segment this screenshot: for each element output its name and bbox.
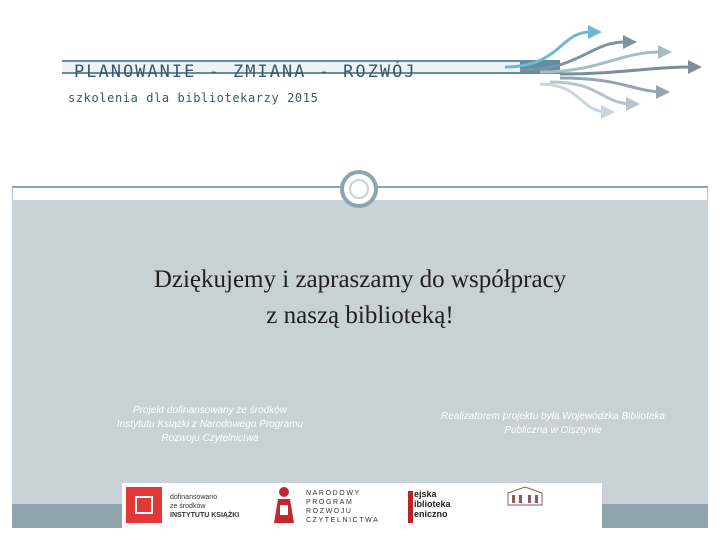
arrow-head-5	[656, 85, 670, 99]
arrow-head-7	[601, 105, 615, 119]
arrow-curve-7	[540, 84, 605, 112]
logo-bar	[122, 483, 602, 528]
thank-you-line-1: Dziękujemy i zapraszamy do współpracy	[153, 266, 567, 293]
arrow-head-4	[688, 60, 702, 74]
mbp-line: eniczno	[414, 509, 448, 519]
funding-note-line: Instytutu Książki z Narodowego Programu	[116, 419, 304, 430]
banner-title: PLANOWANIE - ZMIANA - ROZWÓJ	[74, 62, 417, 82]
arrow-head-6	[626, 97, 640, 111]
thank-you-line-2: z naszą biblioteką!	[266, 302, 454, 329]
realizer-note-line: Realizatorem projektu była Wojewódzka Biblioteka	[441, 411, 665, 422]
funding-note	[98, 404, 322, 446]
instytut-ksiazki-emblem-icon	[126, 487, 162, 523]
funding-note-line: Projekt dofinansowany ze środków	[133, 405, 287, 416]
realizer-note-line: Publiczna w Olsztynie	[504, 425, 602, 436]
mbp-line: iblioteka	[414, 499, 451, 509]
thank-you-heading	[40, 262, 680, 334]
realizer-note	[416, 410, 690, 438]
arrow-head-1	[588, 25, 602, 39]
mbp-accent-bar	[408, 491, 413, 523]
ik-line: dofinansowano	[170, 494, 218, 501]
npr-text	[306, 489, 379, 525]
npr-line: PROGRAM	[306, 499, 354, 506]
npr-line: NARODOWY	[306, 490, 361, 497]
arrow-head-2	[623, 35, 637, 49]
npr-line: ROZWOJU	[306, 508, 353, 515]
arrow-head-3	[658, 45, 672, 59]
funding-note-line: Rozwoju Czytelnictwa	[161, 433, 259, 444]
npr-emblem-icon	[266, 483, 302, 528]
banner-subtitle: szkolenia dla bibliotekarzy 2015	[68, 91, 319, 105]
instytut-ksiazki-text	[170, 493, 239, 520]
arrow-curve-6	[550, 82, 630, 104]
ik-line: INSTYTUTU KSIĄŻKI	[170, 512, 240, 519]
circle-ornament	[340, 170, 378, 208]
wbp-logo	[498, 483, 552, 528]
mbp-line: ejska	[414, 489, 437, 499]
mbp-logo	[404, 483, 464, 528]
content-band	[12, 200, 708, 504]
instytut-ksiazki-logo	[126, 483, 256, 528]
ik-line: ze środków	[170, 503, 206, 510]
mbp-text	[414, 489, 451, 519]
npr-line: CZYTELNICTWA	[306, 517, 380, 524]
npr-logo	[266, 483, 386, 528]
wbp-building-icon	[498, 483, 552, 509]
